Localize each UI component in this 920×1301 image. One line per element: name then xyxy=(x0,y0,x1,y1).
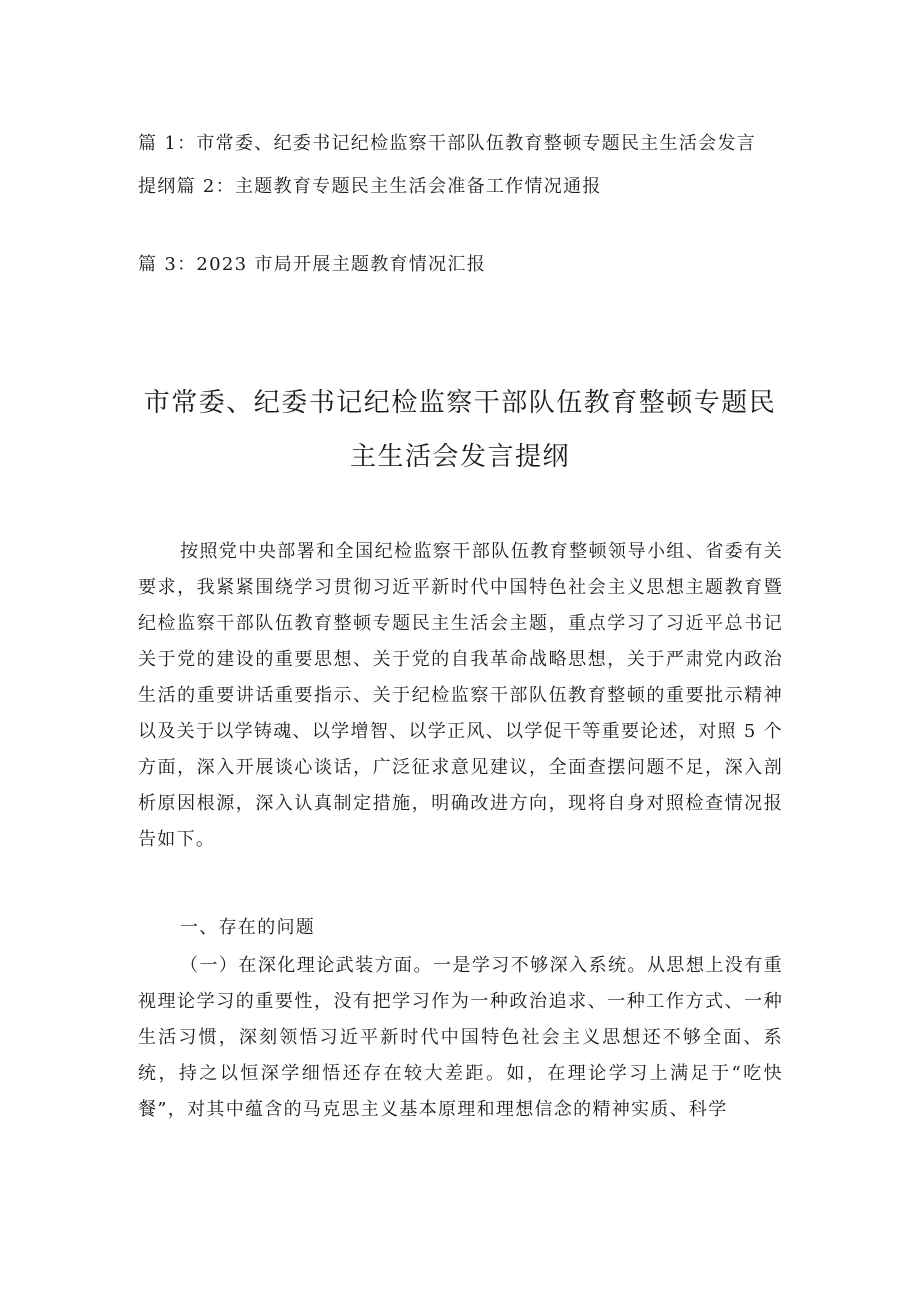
intro-paragraph: 按照党中央部署和全国纪检监察干部队伍教育整顿领导小组、省委有关要求，我紧紧围绕学习贯彻习近平新时代中国特色社会主义思想主题教育暨纪检监察干部队伍教育整顿专题民主生活会主题，重点学习了习近平总书记关于党的建设的重要思想、关于党的自我革命战略思想，关于严肃党内政治生活的重要讲话重要指示、关于纪检监察干部队伍教育整顿的重要批示精神以及关于以学铸魂、以学增智、以学正风、以学促干等重要论述，对照 5 个方面，深入开展谈心谈话，广泛征求意见建议，全面查摆问题不足，深入剖析原因根源，深入认真制定措施，明确改进方向，现将自身对照检查情况报告如下。 xyxy=(138,541,783,850)
document-title-line-1: 市常委、纪委书记纪检监察干部队伍教育整顿专题民 xyxy=(143,388,777,418)
section-1-paragraph-1: （一）在深化理论武装方面。一是学习不够深入系统。从思想上没有重视理论学习的重要性，没有把学习作为一种政治追求、一种工作方式、一种生活习惯，深刻领悟习近平新时代中国特色社会主义思想还不够全面、系统，持之以恒深学细悟还存在较大差距。如，在理论学习上满足于“吃快餐”，对其中蕴含的马克思主义基本原理和理想信念的精神实质、科学 xyxy=(138,955,783,1120)
section-heading-problems: 一、存在的问题 xyxy=(180,917,316,938)
document-title-line-2: 主生活会发言提纲 xyxy=(349,442,570,472)
toc-line-2: 提纲篇 2：主题教育专题民主生活会准备工作情况通报 xyxy=(138,176,602,197)
toc-line-3: 篇 3：2023 市局开展主题教育情况汇报 xyxy=(138,254,487,275)
toc-line-1: 篇 1：市常委、纪委书记纪检监察干部队伍教育整顿专题民主生活会发言 xyxy=(138,133,757,154)
